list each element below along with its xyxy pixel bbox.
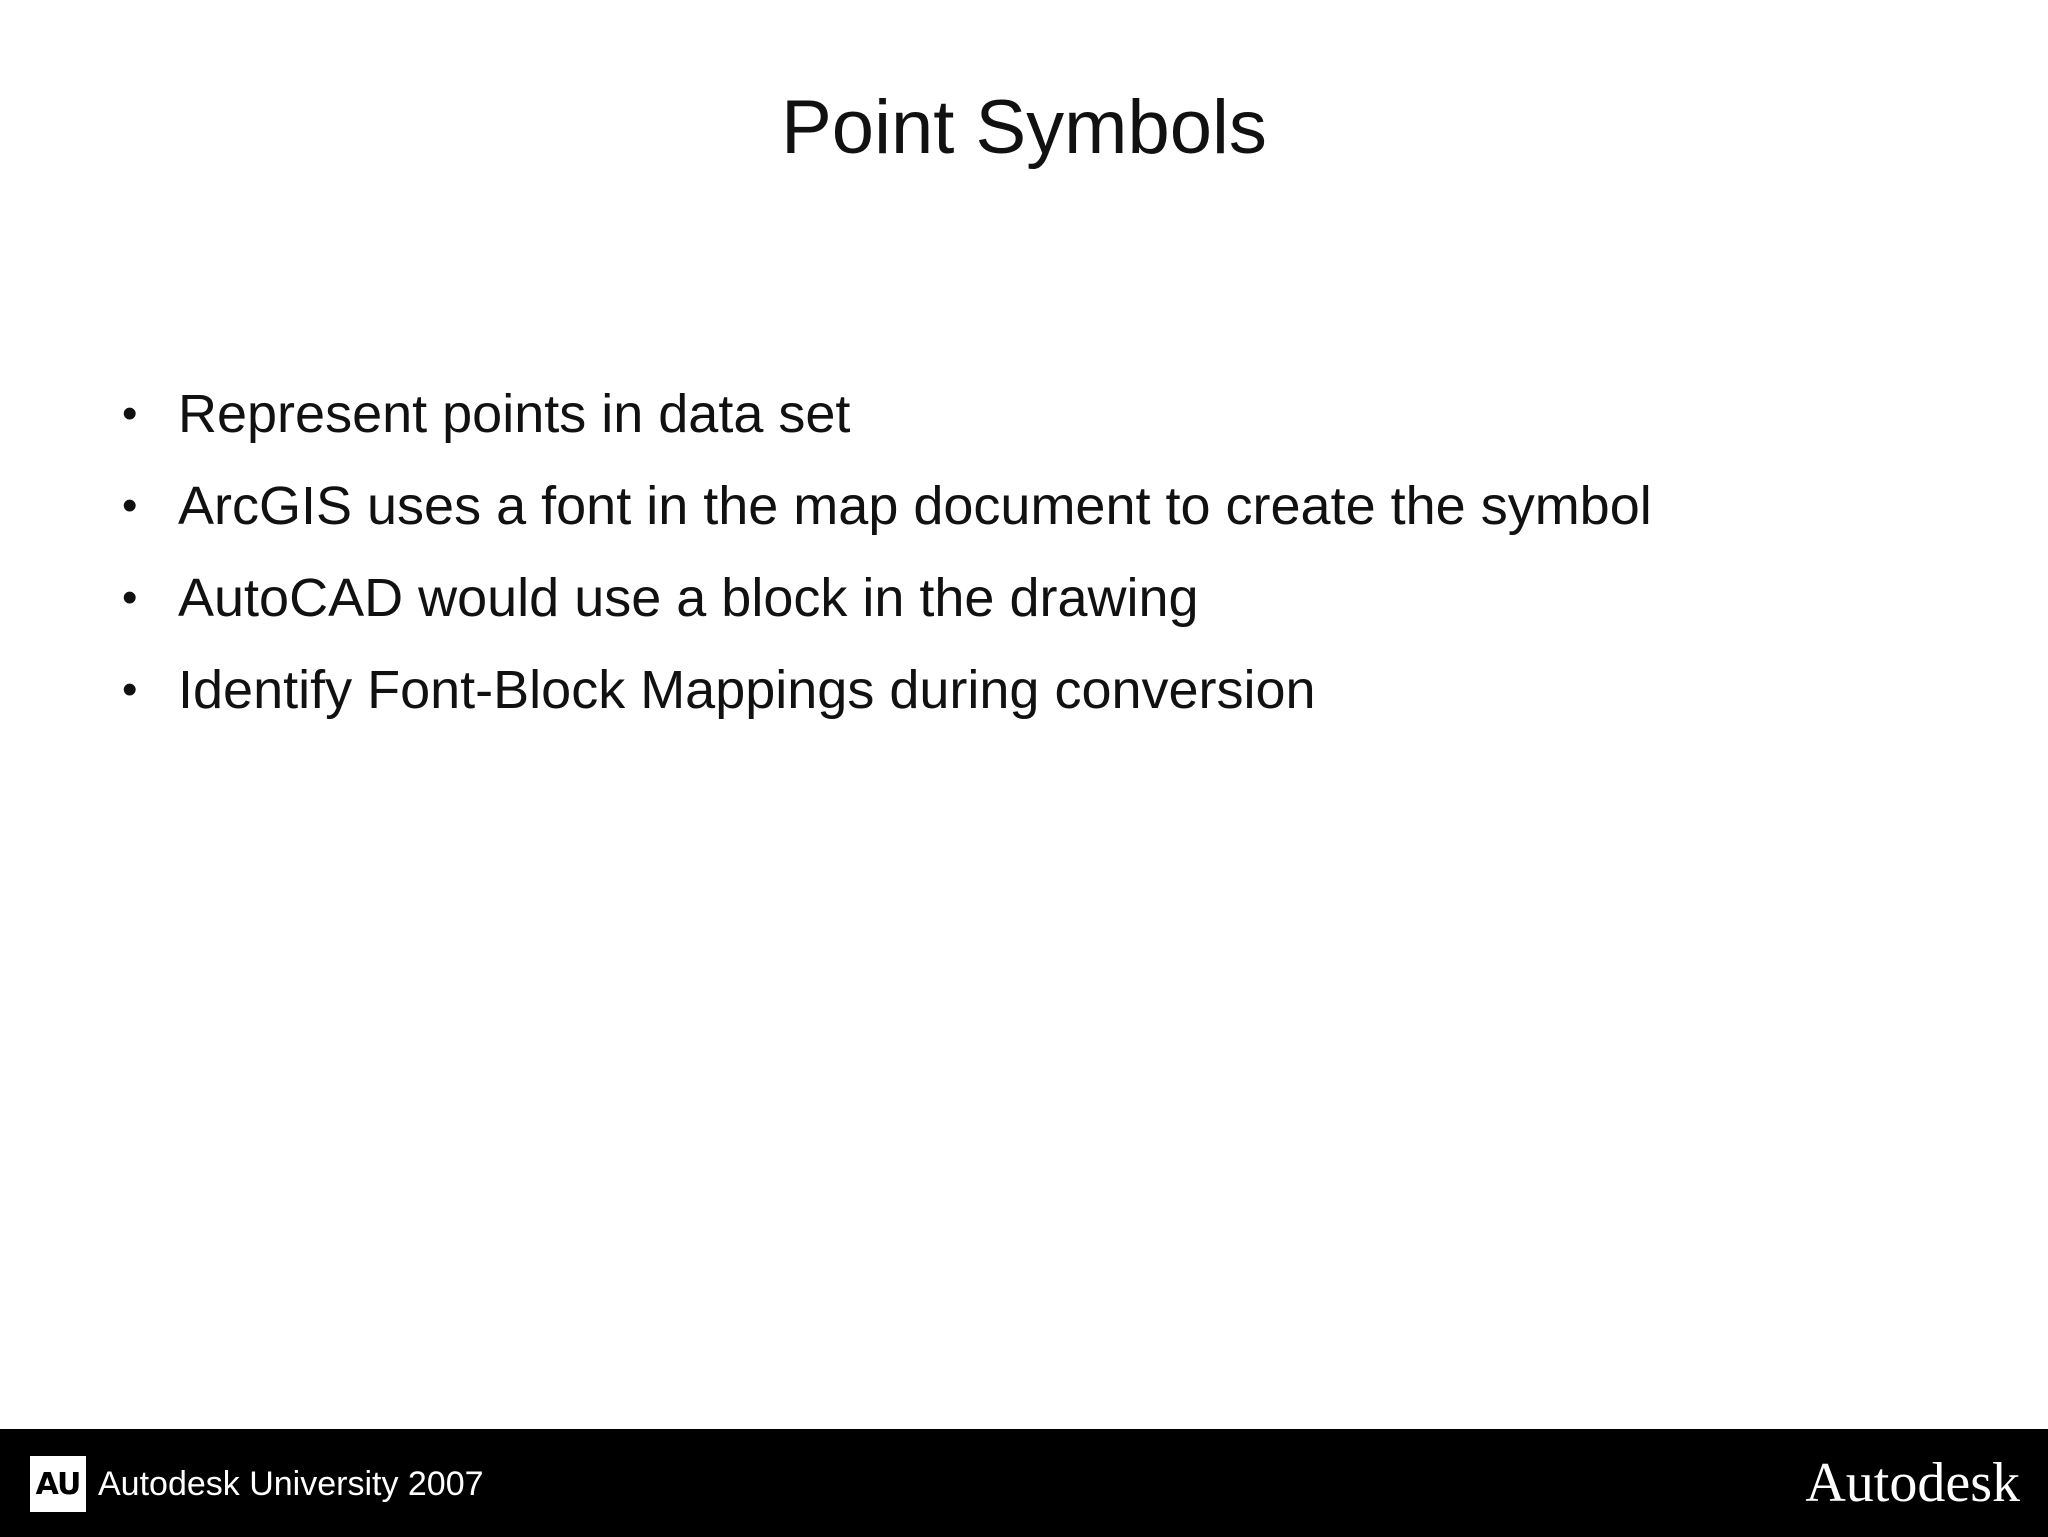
bullet-icon: • xyxy=(122,389,138,438)
bullet-text: Represent points in data set xyxy=(178,384,851,444)
bullet-icon: • xyxy=(122,665,138,714)
event-name: Autodesk University 2007 xyxy=(98,1465,484,1503)
bullet-item xyxy=(122,460,1982,552)
bullet-text: ArcGIS uses a font in the map document to create the symbol xyxy=(178,476,1652,536)
footer-bar xyxy=(0,1429,2048,1537)
bullet-item xyxy=(122,368,1982,460)
bullet-list xyxy=(122,368,1982,736)
bullet-icon: • xyxy=(122,573,138,622)
bullet-item xyxy=(122,644,1982,736)
au-logo-text: AU xyxy=(35,1466,81,1502)
bullet-text: AutoCAD would use a block in the drawing xyxy=(178,568,1199,628)
autodesk-logo: Autodesk xyxy=(1805,1452,2020,1514)
bullet-item xyxy=(122,552,1982,644)
bullet-icon: • xyxy=(122,481,138,530)
bullet-text: Identify Font-Block Mappings during conversion xyxy=(178,660,1316,720)
slide-title: Point Symbols xyxy=(781,85,1267,170)
au-logo-icon xyxy=(30,1456,86,1512)
